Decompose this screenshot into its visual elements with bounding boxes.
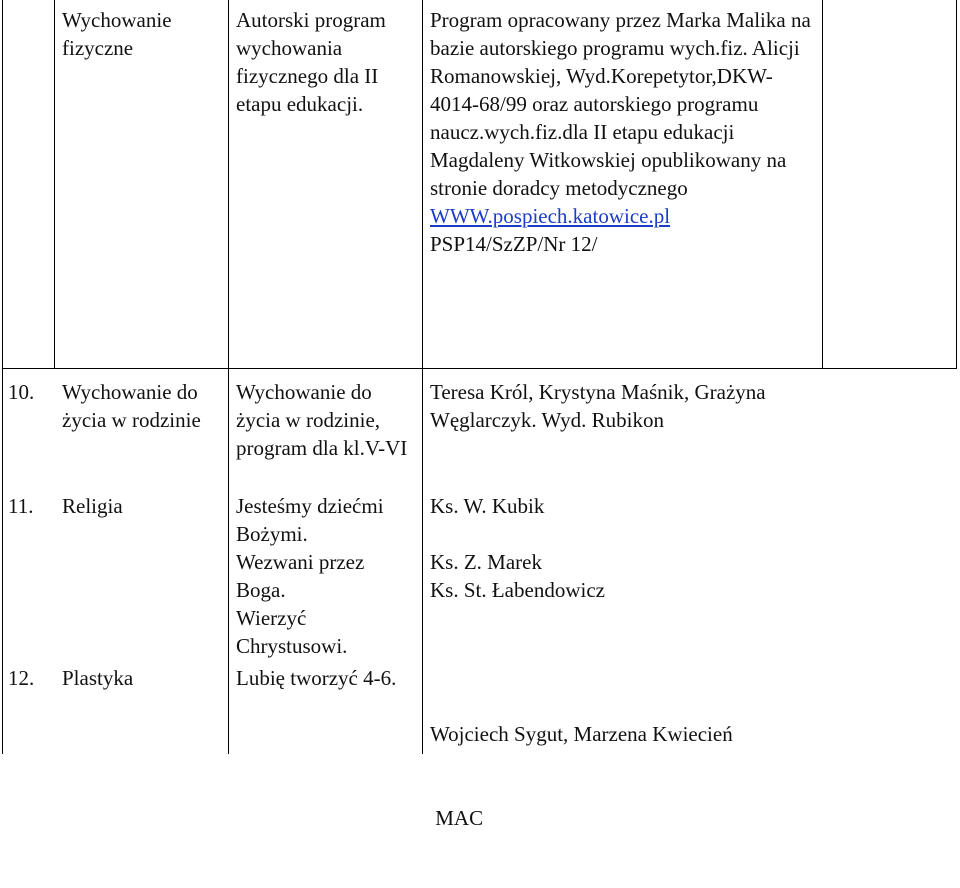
subject-cell [62,492,226,520]
table-border-right [956,0,957,368]
program-text: Wychowanie do życia w rodzinie, program dla kl.V-VI [236,380,408,460]
table-row-divider [2,368,957,369]
table-border-left [2,0,3,754]
row-number [8,664,54,692]
table-border-col2 [228,0,229,754]
subject-text: Religia [62,494,123,518]
subject-cell [62,664,226,692]
program-cell [236,378,418,462]
program-details-text: Program opracowany przez Marka Malika na bazie autorskiego programu wych.fiz. Alicji Romanowskiej, Wyd.Korepetytor,DKW-4014-68/99 oraz autorskiego programu naucz.wych.fiz.dla II etapu edukacji Magdaleny Witkowskiej opublikowany na stronie doradcy metodycznego [430,8,811,200]
row-number-text: 12. [8,666,35,690]
authors-cell [430,378,820,434]
publisher-text: MAC [430,806,484,830]
subject-cell [62,378,226,434]
program-title: Wierzyć Chrystusowi. [236,606,348,658]
table-border-col4 [822,0,823,368]
row-number [8,378,54,406]
authors-cell [430,664,830,888]
table-border-col3 [422,0,423,754]
program-cell [236,6,418,118]
program-title: Wezwani przez Boga. [236,550,365,602]
author-name: Ks. Z. Marek [430,550,542,574]
program-cell [236,492,418,660]
author-name: Ks. W. Kubik [430,494,545,518]
program-text: Autorski program wychowania fizycznego dla II etapu edukacji. [236,8,386,116]
subject-text: Plastyka [62,666,134,690]
program-text: Lubię tworzyć 4-6. [236,666,397,690]
authors-text: Wojciech Sygut, Marzena Kwiecień [430,722,733,746]
row-number-text: 11. [8,494,34,518]
row-number-text: 10. [8,380,35,404]
program-cell [236,664,406,692]
subject-text: Wychowanie do życia w rodzinie [62,380,201,432]
authors-cell [430,492,820,604]
website-link[interactable]: WWW.pospiech.katowice.pl [430,204,671,228]
program-details-cell [430,6,816,258]
authors-text: Teresa Król, Krystyna Maśnik, Grażyna Węglarczyk. Wyd. Rubikon [430,380,766,432]
table-border-col1 [54,0,55,368]
author-name: Ks. St. Łabendowicz [430,578,605,602]
program-code: PSP14/SzZP/Nr 12/ [430,232,598,256]
program-title: Jesteśmy dziećmi Bożymi. [236,494,384,546]
subject-cell [62,6,224,62]
row-number [8,492,54,520]
subject-text: Wychowanie fizyczne [62,8,172,60]
